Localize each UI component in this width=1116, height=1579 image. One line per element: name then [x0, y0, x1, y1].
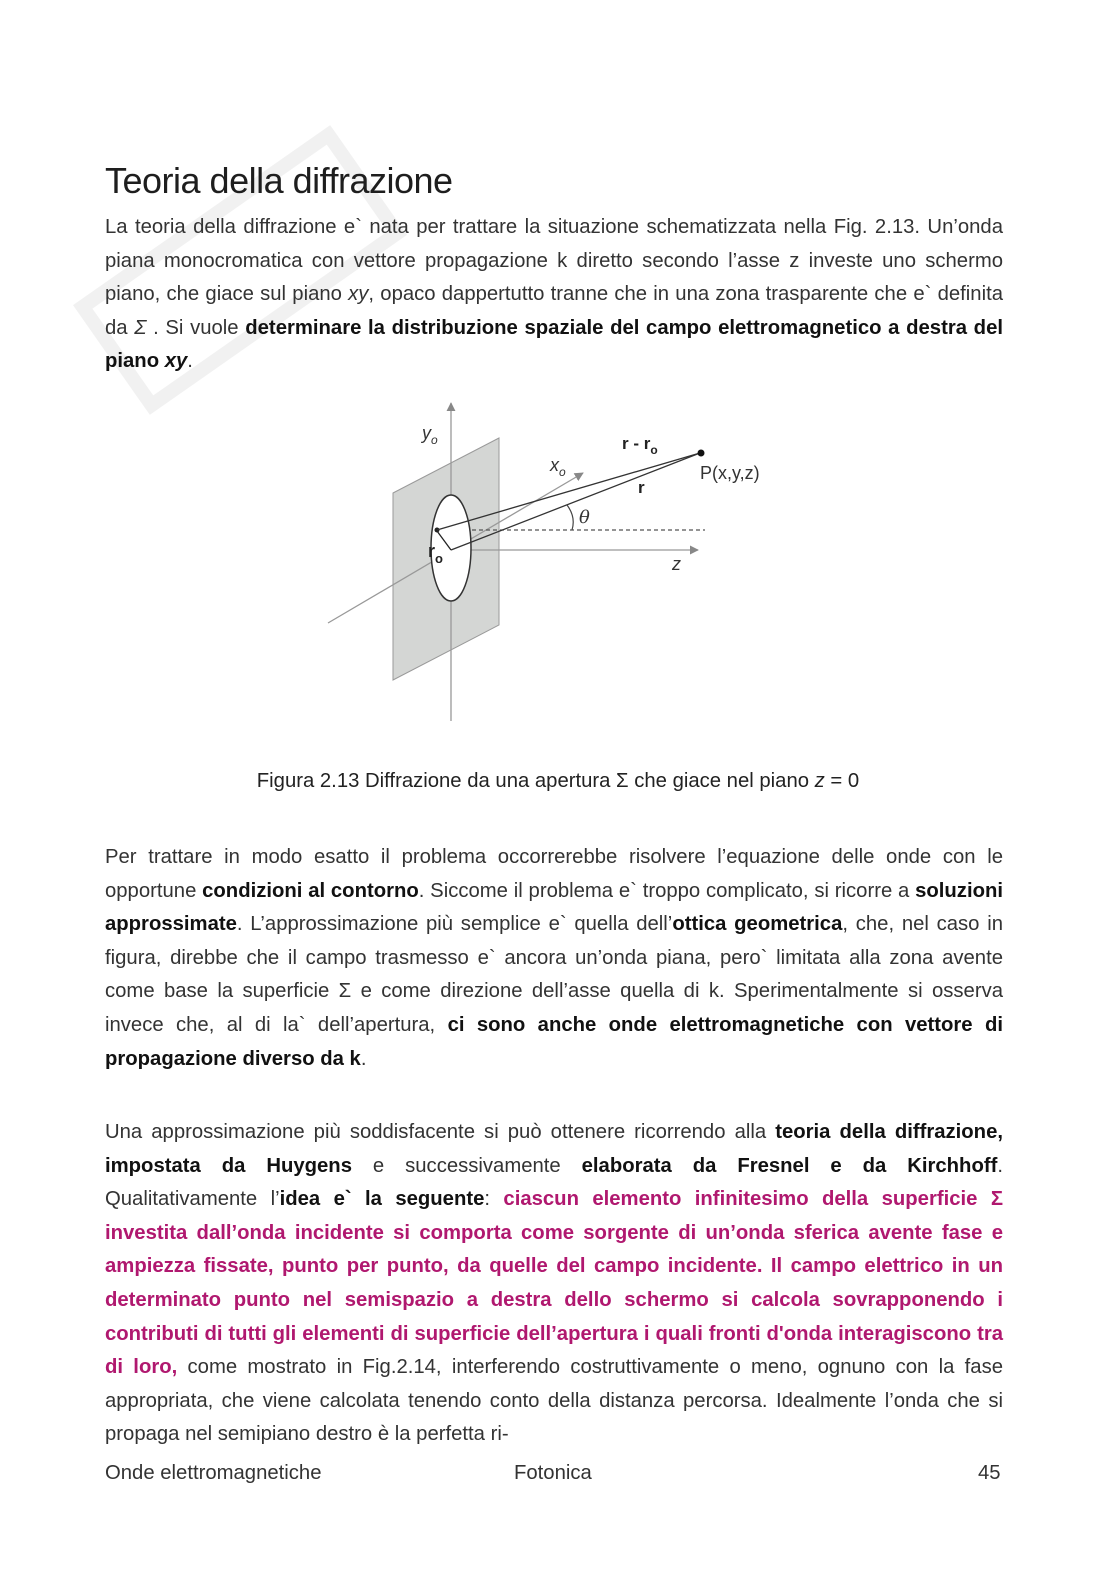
label-xo: x: [550, 455, 559, 475]
label-ro-sub: o: [435, 551, 443, 566]
text-run: Per trattare in modo esatto il problema occorrerebbe risolvere l’equazione delle onde con le opportune: [105, 846, 1003, 902]
label-r-minus-ro-sub: o: [650, 443, 658, 457]
text-run: . L’approssimazione più semplice e` quella dell’: [236, 913, 673, 936]
bold-text: idea e` la seguente: [279, 1188, 485, 1211]
bold-text: elaborata da Fresnel e da Kirchhoff: [581, 1154, 998, 1177]
label-point-P: P(x,y,z): [700, 463, 760, 483]
highlighted-text: ciascun elemento infinitesimo della superficie Σ investita dall’onda incidente si comporta come sorgente di un’onda sferica avente fase e ampiezza fissate, punto per punto, da quelle del campo incidente. Il campo elettrico in un determinato punto nel semispazio a destra dello schermo si calcola sovrapponendo i contributi di tutti gli elementi di superficie dell’apertura i quali fronti d'onda interagiscono tra di loro,: [105, 1188, 1003, 1379]
svg-text:xo: [549, 455, 566, 479]
text-run: e successivamente: [351, 1154, 582, 1177]
footer-course: Fotonica: [514, 1462, 592, 1484]
bold-text: teoria della diffrazione, impostata da Huygens: [105, 1121, 1003, 1177]
text-run: . Si vuole: [146, 316, 246, 339]
aperture-sigma: [431, 495, 471, 601]
figure-caption: [0, 770, 1116, 793]
label-yo-sub: o: [431, 433, 438, 447]
page-number: 45: [978, 1462, 1001, 1484]
footer-chapter: Onde elettromagnetiche: [105, 1462, 322, 1484]
bold-text: ottica geometrica: [672, 913, 843, 936]
text-run: :: [484, 1188, 504, 1211]
label-yo: y: [422, 423, 431, 443]
huygens-paragraph: [105, 1116, 1003, 1452]
bold-text: determinare la distribuzione spaziale del campo elettromagnetico a destra del piano: [105, 316, 1003, 373]
label-theta: θ: [579, 507, 590, 528]
label-xo-sub: o: [559, 465, 566, 479]
theta-arc: [567, 505, 573, 530]
text-run: Una approssimazione più soddisfacente si può ottenere ricorrendo alla: [105, 1121, 776, 1143]
label-r-minus-ro: r - r: [622, 434, 651, 453]
bold-text: condizioni al contorno: [202, 879, 419, 902]
text-run: , opaco dappertutto tranne che in una zona trasparente che e` definita da: [105, 283, 1003, 339]
bold-text: xy: [164, 350, 188, 373]
caption-text: z: [814, 770, 825, 792]
section-title: Teoria della diffrazione: [105, 160, 453, 201]
label-r: r: [638, 478, 645, 497]
caption-text: Figura 2.13 Diffrazione da una apertura Σ che giace nel piano: [256, 770, 815, 792]
text-run: come mostrato in Fig.2.14, interferendo costruttivamente o meno, ognuno con la fase appropriata, che viene calcolata tenendo conto della distanza percorsa. Idealmente l’onda che si propaga nel semipiano destro è la perfetta ri-: [105, 1356, 1003, 1446]
text-run: La teoria della diffrazione e` nata per trattare la situazione schematizzata nella Fig. 2.13. Un’onda piana monocromatica con vettore propagazione k diretto secondo l’asse z investe uno schermo piano, che giace sul piano: [105, 216, 1003, 306]
approximation-paragraph: [105, 841, 1003, 1076]
text-run: .: [187, 350, 193, 373]
point-P: [698, 450, 705, 457]
text-run: Σ: [134, 316, 147, 339]
text-run: . Siccome il problema e` troppo complicato, si ricorre a: [418, 879, 916, 902]
svg-text:yo: [420, 423, 438, 447]
text-run: . Qualitativamente l’: [105, 1154, 1003, 1211]
text-run: .: [360, 1047, 367, 1070]
label-z: z: [672, 554, 681, 574]
bold-text: ci sono anche onde elettromagnetiche con vettore di propagazione diverso da k: [105, 1013, 1003, 1070]
label-ro: r: [428, 541, 436, 561]
bold-text: soluzioni approssimate: [105, 879, 1003, 936]
caption-text: = 0: [824, 770, 860, 792]
diffraction-figure: [320, 395, 790, 730]
intro-paragraph: [105, 211, 1003, 379]
text-run: xy: [348, 283, 369, 306]
text-run: , che, nel caso in figura, direbbe che il campo trasmesso e` ancora un’onda piana, pero` limitata alla zona avente come base la superficie Σ e come direzione dell’asse quella di k. Sperimentalmente si osserva invece che, al di la` dell’apertura,: [105, 913, 1003, 1036]
svg-text:r - ro: [622, 434, 658, 457]
